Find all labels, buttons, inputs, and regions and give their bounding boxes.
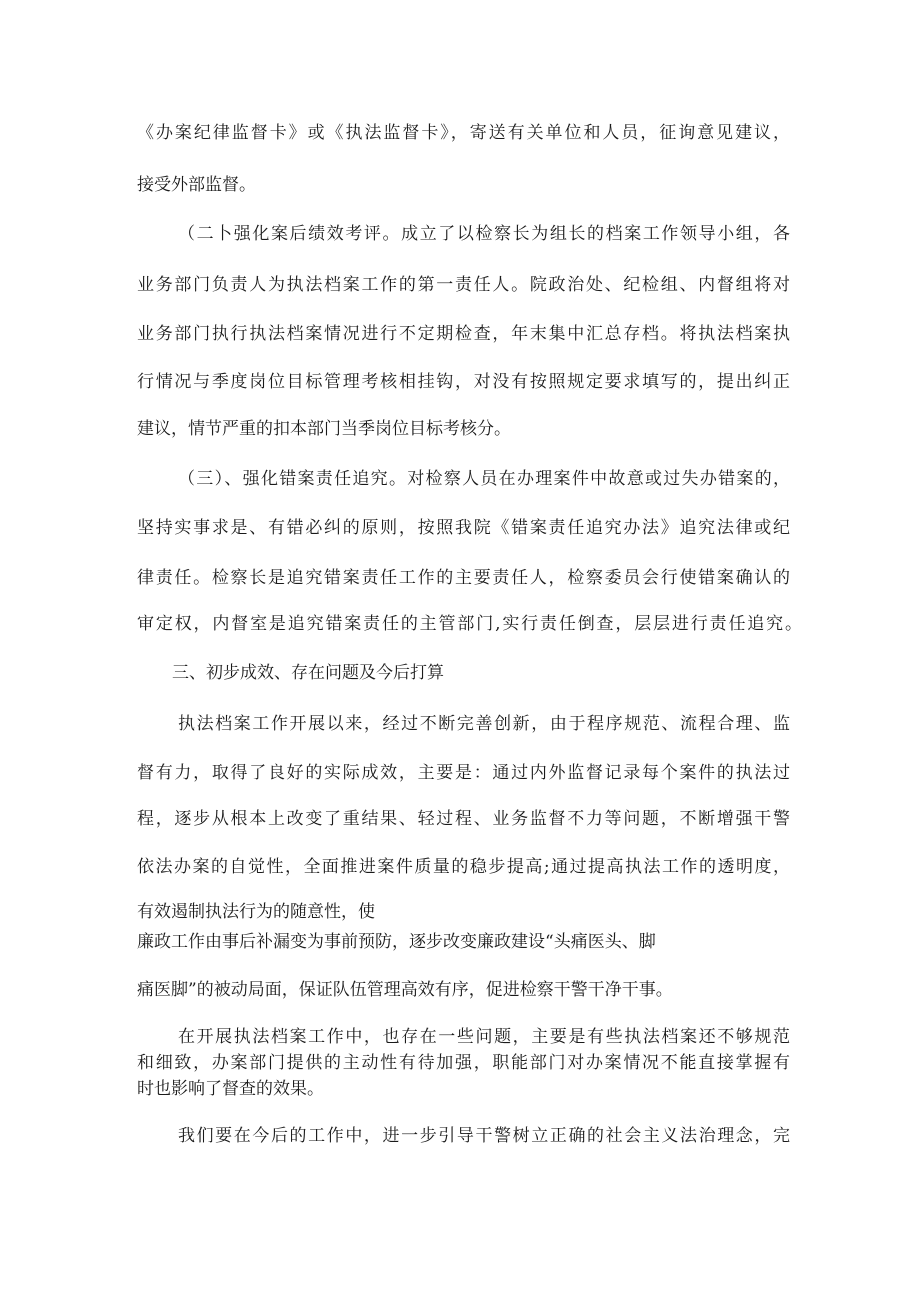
text-line: 和细致，办案部门提供的主动性有待加强，职能部门对办案情况不能直接掌握有 (137, 1053, 790, 1073)
text-line: 律责任。检察长是追究错案责任工作的主要责任人，检察委员会行使错案确认的 (137, 568, 790, 588)
text-line: 痛医脚”的被动局面，保证队伍管理高效有序，促进检察干警干净干事。 (137, 980, 673, 1000)
text-line: 我们要在今后的工作中，进一步引导干警树立正确的社会主义法治理念，完 (178, 1126, 790, 1146)
text-line: 业务部门执行执法档案情况进行不定期检查，年末集中汇总存档。将执法档案执 (137, 324, 790, 344)
text-line: 程，逐步从根本上改变了重结果、轻过程、业务监督不力等问题，不断增强干警 (137, 809, 790, 829)
text-line: （二卜强化案后绩效考评。成立了以检察长为组长的档案工作领导小组，各 (178, 224, 790, 244)
text-line: 建议，情节严重的扣本部门当季岗位目标考核分。 (137, 419, 511, 439)
text-line: 执法档案工作开展以来，经过不断完善创新，由于程序规范、流程合理、监 (178, 714, 790, 734)
section-heading: 三、初步成效、存在问题及今后打算 (172, 663, 444, 683)
text-line: 督有力，取得了良好的实际成效，主要是：通过内外监督记录每个案件的执法过 (137, 763, 790, 783)
text-line: （三）、强化错案责任追究。对检察人员在办理案件中故意或过失办错案的， (178, 469, 790, 489)
text-line: 业务部门负责人为执法档案工作的第一责任人。院政治处、纪检组、内督组将对 (137, 275, 790, 295)
text-line: 接受外部监督。 (137, 175, 256, 195)
text-line: 廉政工作由事后补漏变为事前预防，逐步改变廉政建设“头痛医头、脚 (137, 932, 656, 952)
text-line: 坚持实事求是、有错必纠的原则，按照我院《错案责任追究办法》追究法律或纪 (137, 518, 790, 538)
text-line: 依法办案的自觉性，全面推进案件质量的稳步提高;通过提高执法工作的透明度， (137, 857, 790, 877)
text-line: 《办案纪律监督卡》或《执法监督卡》，寄送有关单位和人员，征询意见建议， (137, 123, 790, 143)
text-line: 审定权，内督室是追究错案责任的主管部门,实行责任倒查，层层进行责任追究。 (137, 614, 802, 634)
text-line: 在开展执法档案工作中，也存在一些问题，主要是有些执法档案还不够规范 (178, 1027, 790, 1047)
text-line: 时也影响了督查的效果。 (137, 1079, 324, 1099)
text-line: 行情况与季度岗位目标管理考核相挂钩，对没有按照规定要求填写的，提出纠正 (137, 372, 790, 392)
text-line: 有效遏制执法行为的随意性，使 (137, 902, 375, 922)
